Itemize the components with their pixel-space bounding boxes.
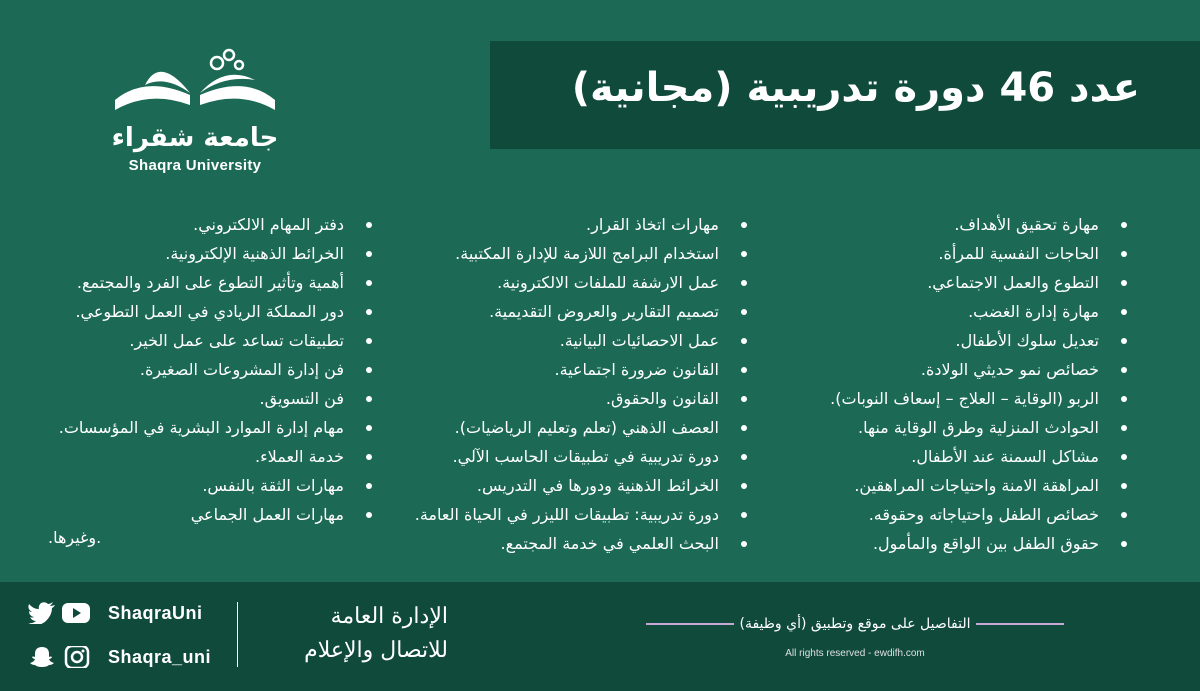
others-note: .وغيرها. [48, 528, 102, 547]
copyright: All rights reserved - ewdifh.com [785, 648, 925, 659]
list-item: مهارات الثقة بالنفس. [59, 471, 380, 500]
snapchat-icon[interactable] [28, 646, 56, 668]
list-item: دور المملكة الريادي في العمل التطوعي. [59, 297, 380, 326]
details-divider-left [646, 623, 734, 625]
social-row-1 [28, 602, 203, 624]
university-logo [105, 45, 285, 180]
university-arabic-name: جامعة شقراء [111, 123, 279, 153]
course-list-col1 [830, 210, 1135, 558]
list-item: تطبيقات تساعد على عمل الخير. [59, 326, 380, 355]
list-item: مهارة إدارة الغضب. [830, 297, 1135, 326]
details-divider-right [976, 623, 1064, 625]
social-links [28, 602, 228, 682]
university-english-name: Shaqra University [128, 157, 262, 174]
list-item: القانون والحقوق. [415, 384, 755, 413]
list-item: خدمة العملاء. [59, 442, 380, 471]
list-item: الخرائط الذهنية الإلكترونية. [59, 239, 380, 268]
footer-divider [237, 602, 238, 667]
list-item: مهام إدارة الموارد البشرية في المؤسسات. [59, 413, 380, 442]
list-item: البحث العلمي في خدمة المجتمع. [415, 529, 755, 558]
list-item: مهارات اتخاذ القرار. [415, 210, 755, 239]
department-name [248, 600, 448, 668]
list-item: تعديل سلوك الأطفال. [830, 326, 1135, 355]
list-item: العصف الذهني (تعلم وتعليم الرياضيات). [415, 413, 755, 442]
course-list-col2 [415, 210, 755, 558]
youtube-icon[interactable] [62, 602, 90, 624]
list-item: حقوق الطفل بين الواقع والمأمول. [830, 529, 1135, 558]
list-item: خصائص نمو حديثي الولادة. [830, 355, 1135, 384]
list-item: الربو (الوقاية – العلاج – إسعاف النوبات). [830, 384, 1135, 413]
open-book-icon [105, 45, 285, 125]
list-item: القانون ضرورة اجتماعية. [415, 355, 755, 384]
department-line-1: الإدارة العامة [330, 604, 448, 629]
footer [0, 582, 1200, 691]
social-row-2 [28, 646, 211, 668]
department-line-2: للاتصال والإعلام [304, 638, 448, 663]
title-banner [490, 41, 1200, 149]
list-item: الخرائط الذهنية ودورها في التدريس. [415, 471, 755, 500]
list-item: مهارات العمل الجماعي [59, 500, 380, 529]
list-item: فن التسويق. [59, 384, 380, 413]
list-item: التطوع والعمل الاجتماعي. [830, 268, 1135, 297]
list-item: تصميم التقارير والعروض التقديمية. [415, 297, 755, 326]
list-item: خصائص الطفل واحتياجاته وحقوقه. [830, 500, 1135, 529]
social-handle-2[interactable]: Shaqra_uni [108, 646, 212, 667]
details-note [640, 616, 1070, 632]
course-list-col3 [59, 210, 380, 529]
list-item: عمل الارشفة للملفات الالكترونية. [415, 268, 755, 297]
page-title: عدد 46 دورة تدريبية (مجانية) [571, 65, 1140, 111]
list-item: عمل الاحصائيات البيانية. [415, 326, 755, 355]
list-item: الحاجات النفسية للمرأة. [830, 239, 1135, 268]
list-item: مشاكل السمنة عند الأطفال. [830, 442, 1135, 471]
instagram-icon[interactable] [62, 646, 90, 668]
list-item: مهارة تحقيق الأهداف. [830, 210, 1135, 239]
details-text: التفاصيل على موقع وتطبيق (أي وظيفة) [739, 616, 971, 632]
list-item: دورة تدريبية في تطبيقات الحاسب الآلي. [415, 442, 755, 471]
list-item: استخدام البرامج اللازمة للإدارة المكتبية. [415, 239, 755, 268]
twitter-icon[interactable] [28, 602, 56, 624]
list-item: الحوادث المنزلية وطرق الوقاية منها. [830, 413, 1135, 442]
list-item: المراهقة الامنة واحتياجات المراهقين. [830, 471, 1135, 500]
social-handle-1[interactable]: ShaqraUni [108, 602, 203, 623]
list-item: دورة تدريبية: تطبيقات الليزر في الحياة العامة. [415, 500, 755, 529]
list-item: أهمية وتأثير التطوع على الفرد والمجتمع. [59, 268, 380, 297]
list-item: فن إدارة المشروعات الصغيرة. [59, 355, 380, 384]
list-item: دفتر المهام الالكتروني. [59, 210, 380, 239]
